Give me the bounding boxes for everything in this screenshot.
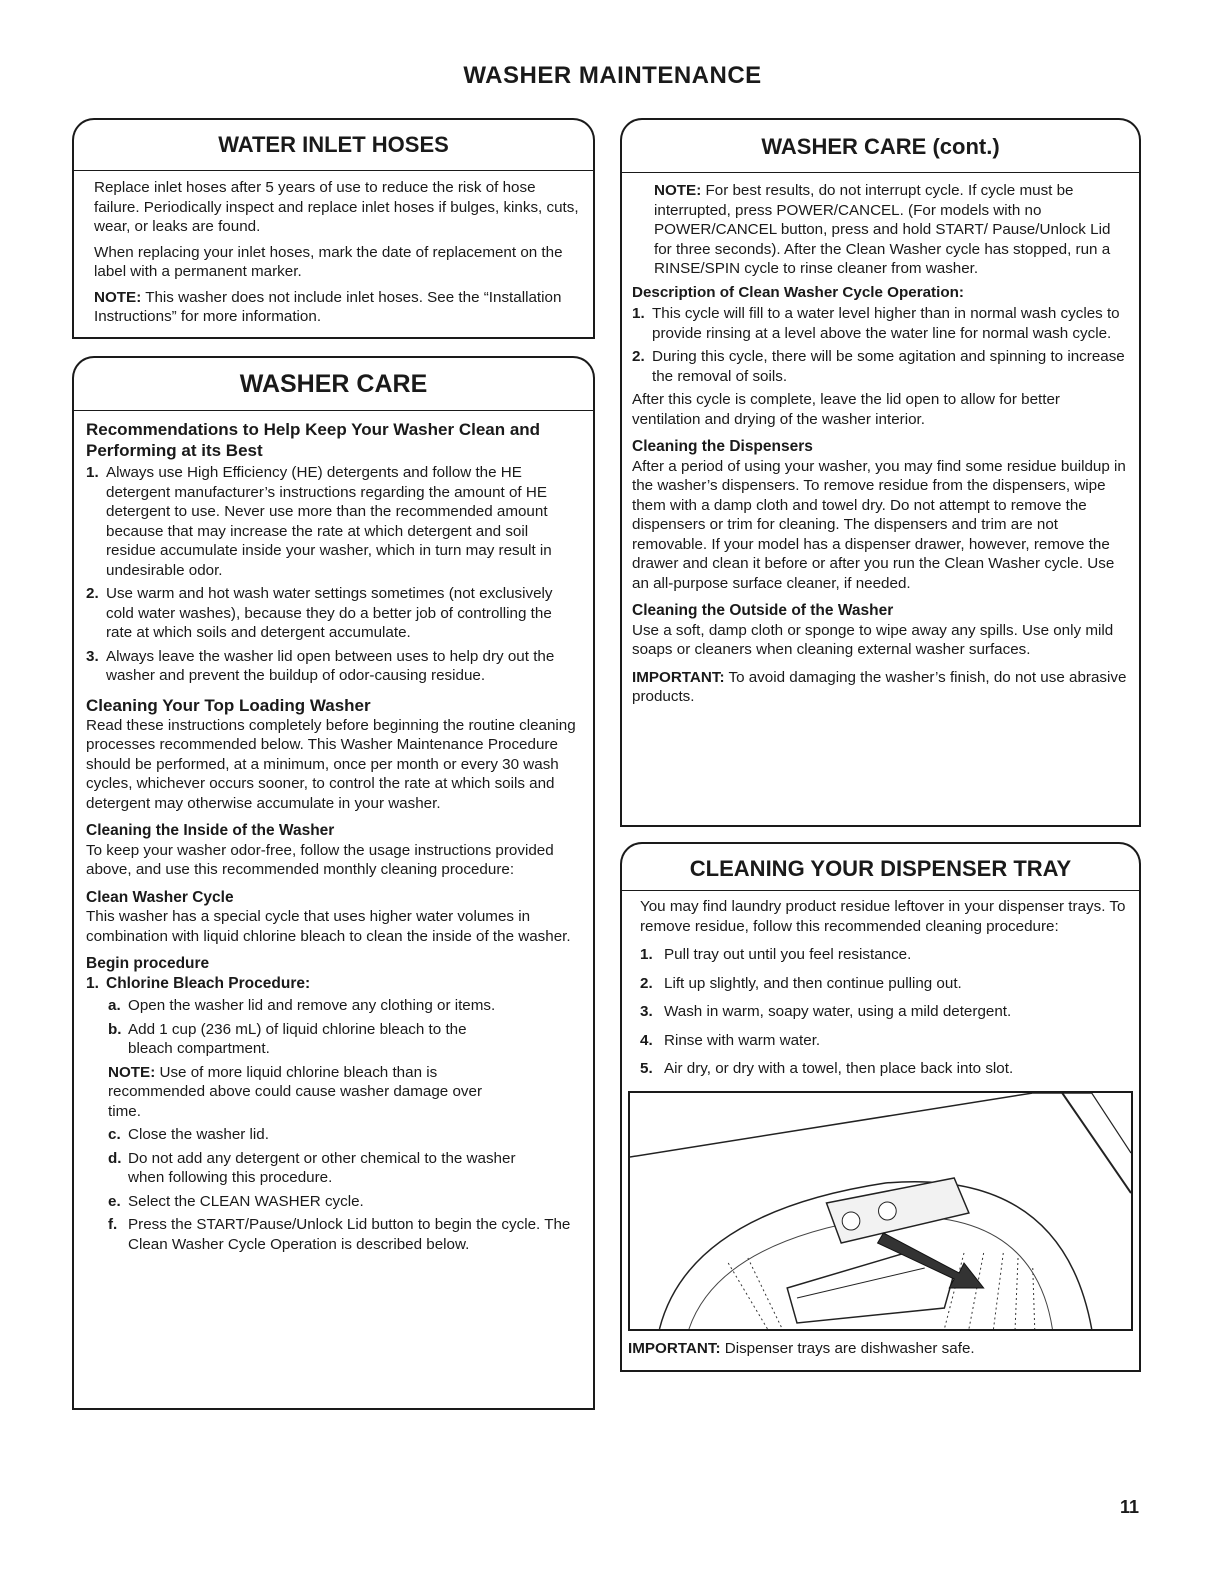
dispenser-tray-section: [620, 842, 1141, 1372]
description-heading: Description of Clean Washer Cycle Operation:: [632, 283, 964, 301]
list-item: [108, 1125, 581, 1145]
list-item: [640, 1031, 1129, 1051]
item-letter: b.: [108, 1020, 122, 1038]
item-text: Rinse with warm water.: [664, 1031, 821, 1049]
item-text: Add 1 cup (236 mL) of liquid chlorine bleach to the bleach compartment.: [128, 1020, 467, 1057]
section-title: WATER INLET HOSES: [218, 132, 449, 157]
water-inlet-hoses-section: [72, 118, 595, 339]
note-label: NOTE:: [108, 1063, 156, 1081]
list-item: [640, 945, 1129, 965]
list-item: [108, 1192, 581, 1212]
section-title: CLEANING YOUR DISPENSER TRAY: [689, 856, 1072, 881]
dispenser-steps-list: [640, 945, 1129, 1079]
item-text: This cycle will fill to a water level higher than in normal wash cycles to provide rinsing at a level above the water line for normal wash cycle.: [652, 305, 1120, 342]
chlorine-heading: [86, 974, 581, 994]
item-number: 2.: [640, 974, 653, 992]
item-text: Open the washer lid and remove any clothing or items.: [128, 997, 496, 1014]
chlorine-steps: [86, 996, 581, 1254]
item-text: Wash in warm, soapy water, using a mild detergent.: [664, 1003, 1012, 1020]
section-header: [72, 118, 595, 170]
outside-heading: Cleaning the Outside of the Washer: [632, 602, 894, 619]
important-label: IMPORTANT:: [628, 1339, 721, 1357]
dispenser-tray-illustration: [628, 1091, 1133, 1331]
item-text: Close the washer lid.: [128, 1126, 269, 1143]
inside-heading: Cleaning the Inside of the Washer: [86, 822, 335, 839]
list-item: [108, 1020, 581, 1059]
note-label: NOTE:: [94, 288, 142, 306]
description-list: [632, 304, 1129, 386]
steps-list: [108, 1125, 581, 1254]
item-text: Always leave the washer lid open between uses to help dry out the washer and prevent the buildup of odor-causing residue.: [106, 647, 555, 684]
section-body: [72, 410, 595, 1410]
top-loading-heading: Cleaning Your Top Loading Washer: [86, 695, 371, 715]
item-letter: c.: [108, 1126, 121, 1143]
item-number: 2.: [632, 348, 645, 365]
paragraph: Use a soft, damp cloth or sponge to wipe away any spills. Use only mild soaps or cleaners when cleaning external washer surfaces.: [632, 621, 1114, 658]
item-text: During this cycle, there will be some agitation and spinning to increase the removal of soils.: [652, 348, 1125, 385]
clean-washer-cycle-heading: Clean Washer Cycle: [86, 888, 234, 906]
item-number: 2.: [86, 585, 99, 602]
page-title: WASHER MAINTENANCE: [463, 62, 762, 89]
item-text: Select the CLEAN WASHER cycle.: [128, 1192, 364, 1210]
item-number: 1.: [86, 974, 99, 992]
item-letter: f.: [108, 1216, 118, 1233]
item-text: Press the START/Pause/Unlock Lid button to begin the cycle. The Clean Washer Cycle Operation is described below.: [128, 1216, 571, 1253]
washer-care-cont-section: [620, 118, 1141, 827]
list-item: [86, 463, 581, 580]
item-number: 1.: [640, 946, 653, 963]
washer-care-section: [72, 356, 595, 1410]
list-item: [108, 996, 581, 1016]
note: [94, 288, 581, 327]
item-text: Lift up slightly, and then continue pulling out.: [664, 974, 962, 992]
item-text: Air dry, or dry with a towel, then place back into slot.: [664, 1060, 1014, 1077]
important-note: [632, 668, 1129, 707]
section-header: [620, 118, 1141, 172]
item-text: Use warm and hot wash water settings sometimes (not exclusively cold water washes), because they do a better job of controlling the rate at which soils and detergent accumulate.: [106, 585, 553, 641]
item-letter: a.: [108, 997, 121, 1014]
item-text: Do not add any detergent or other chemical to the washer when following this procedure.: [128, 1149, 516, 1186]
item-number: 5.: [640, 1060, 653, 1077]
recommendations-heading: Recommendations to Help Keep Your Washer Clean and Performing at its Best: [86, 420, 541, 460]
note-text: This washer does not include inlet hoses. See the “Installation Instructions” for more information.: [94, 288, 562, 325]
important-text: Dispenser trays are dishwasher safe.: [720, 1339, 975, 1357]
important-label: IMPORTANT:: [632, 668, 725, 686]
item-text: Always use High Efficiency (HE) detergents and follow the HE detergent manufacturer’s instructions regarding the amount of HE detergent to use. Never use more than the recommended amount because that may increase the rate at which detergent and soil residue accumulate inside your washer, which in turn may result in undesirable odor.: [106, 464, 552, 579]
item-text: Pull tray out until you feel resistance.: [664, 946, 912, 963]
item-number: 1.: [86, 464, 99, 481]
section-title: WASHER CARE: [239, 370, 428, 398]
section-header: [620, 842, 1141, 890]
paragraph: This washer has a special cycle that uses higher water volumes in combination with liquid chlorine bleach to clean the inside of the washer.: [86, 908, 571, 945]
begin-procedure-heading: Begin procedure: [86, 955, 210, 972]
list-item: [640, 1059, 1129, 1079]
paragraph: After a period of using your washer, you may find some residue buildup in the washer’s dispensers. To remove residue from the dispensers, wipe them with a damp cloth and towel dry. Do not attempt to remove the dispensers or trim for cleaning. The dispensers and trim are not removable. If your model has a dispenser drawer, however, remove the drawer and clean it before or after you run the Clean Washer cycle. Use an all-purpose surface cleaner, if needed.: [632, 457, 1126, 592]
paragraph: To keep your washer odor-free, follow the usage instructions provided above, and use this recommended monthly cleaning procedure:: [86, 841, 554, 878]
list-item: [108, 1149, 581, 1188]
item-number: 3.: [86, 647, 99, 665]
paragraph: Replace inlet hoses after 5 years of use to reduce the risk of hose failure. Periodically inspect and replace inlet hoses if bulges, kinks, cuts, wear, or leaks are found.: [94, 179, 579, 235]
section-body: [620, 172, 1141, 827]
paragraph: When replacing your inlet hoses, mark the date of replacement on the label with a permanent marker.: [94, 243, 563, 280]
note-label: NOTE:: [654, 182, 702, 199]
section-body: [620, 890, 1141, 1372]
important-note: [628, 1339, 1129, 1359]
list-item: [86, 584, 581, 643]
washer-dispenser-drawing: [630, 1093, 1131, 1329]
list-item: [640, 974, 1129, 994]
item-letter: d.: [108, 1149, 122, 1167]
page-number: 11: [1120, 1497, 1140, 1517]
list-item: [86, 647, 581, 686]
paragraph: You may find laundry product residue leftover in your dispenser trays. To remove residue, follow this recommended cleaning procedure:: [640, 898, 1126, 935]
list-item: [632, 304, 1129, 343]
important-text: To avoid damaging the washer’s finish, do not use abrasive products.: [632, 668, 1127, 705]
item-letter: e.: [108, 1192, 121, 1210]
note-text: For best results, do not interrupt cycle. If cycle must be interrupted, press POWER/CANCEL. (For models with no POWER/CANCEL button, press and hold START/ Pause/Unlock Lid for three seconds). After the Clean Washer cycle has stopped, run a RINSE/SPIN cycle to rinse cleaner from washer.: [654, 182, 1111, 277]
item-number: 1.: [632, 305, 645, 322]
item-number: 4.: [640, 1031, 653, 1049]
item-number: 3.: [640, 1003, 653, 1020]
list-item: [632, 347, 1129, 386]
list-item: [640, 1002, 1129, 1022]
item-text: Chlorine Bleach Procedure:: [106, 974, 311, 992]
section-body: [72, 170, 595, 339]
paragraph: After this cycle is complete, leave the lid open to allow for better ventilation and drying of the washer interior.: [632, 391, 1060, 428]
note-text: Use of more liquid chlorine bleach than is recommended above could cause washer damage over time.: [108, 1063, 482, 1120]
section-title: WASHER CARE (cont.): [761, 134, 1000, 159]
list-item: [108, 1215, 581, 1254]
note: [632, 181, 1129, 279]
section-header: [72, 356, 595, 410]
note: [108, 1063, 581, 1122]
recommendations-list: [86, 463, 581, 686]
dispensers-heading: Cleaning the Dispensers: [632, 438, 813, 455]
paragraph: Read these instructions completely before beginning the routine cleaning processes recommended below. This Washer Maintenance Procedure should be performed, at a minimum, once per month or every 30 wash cycles, whichever occurs sooner, to control the rate at which soils and detergent may otherwise accumulate in your washer.: [86, 716, 576, 812]
steps-list: [108, 996, 581, 1059]
